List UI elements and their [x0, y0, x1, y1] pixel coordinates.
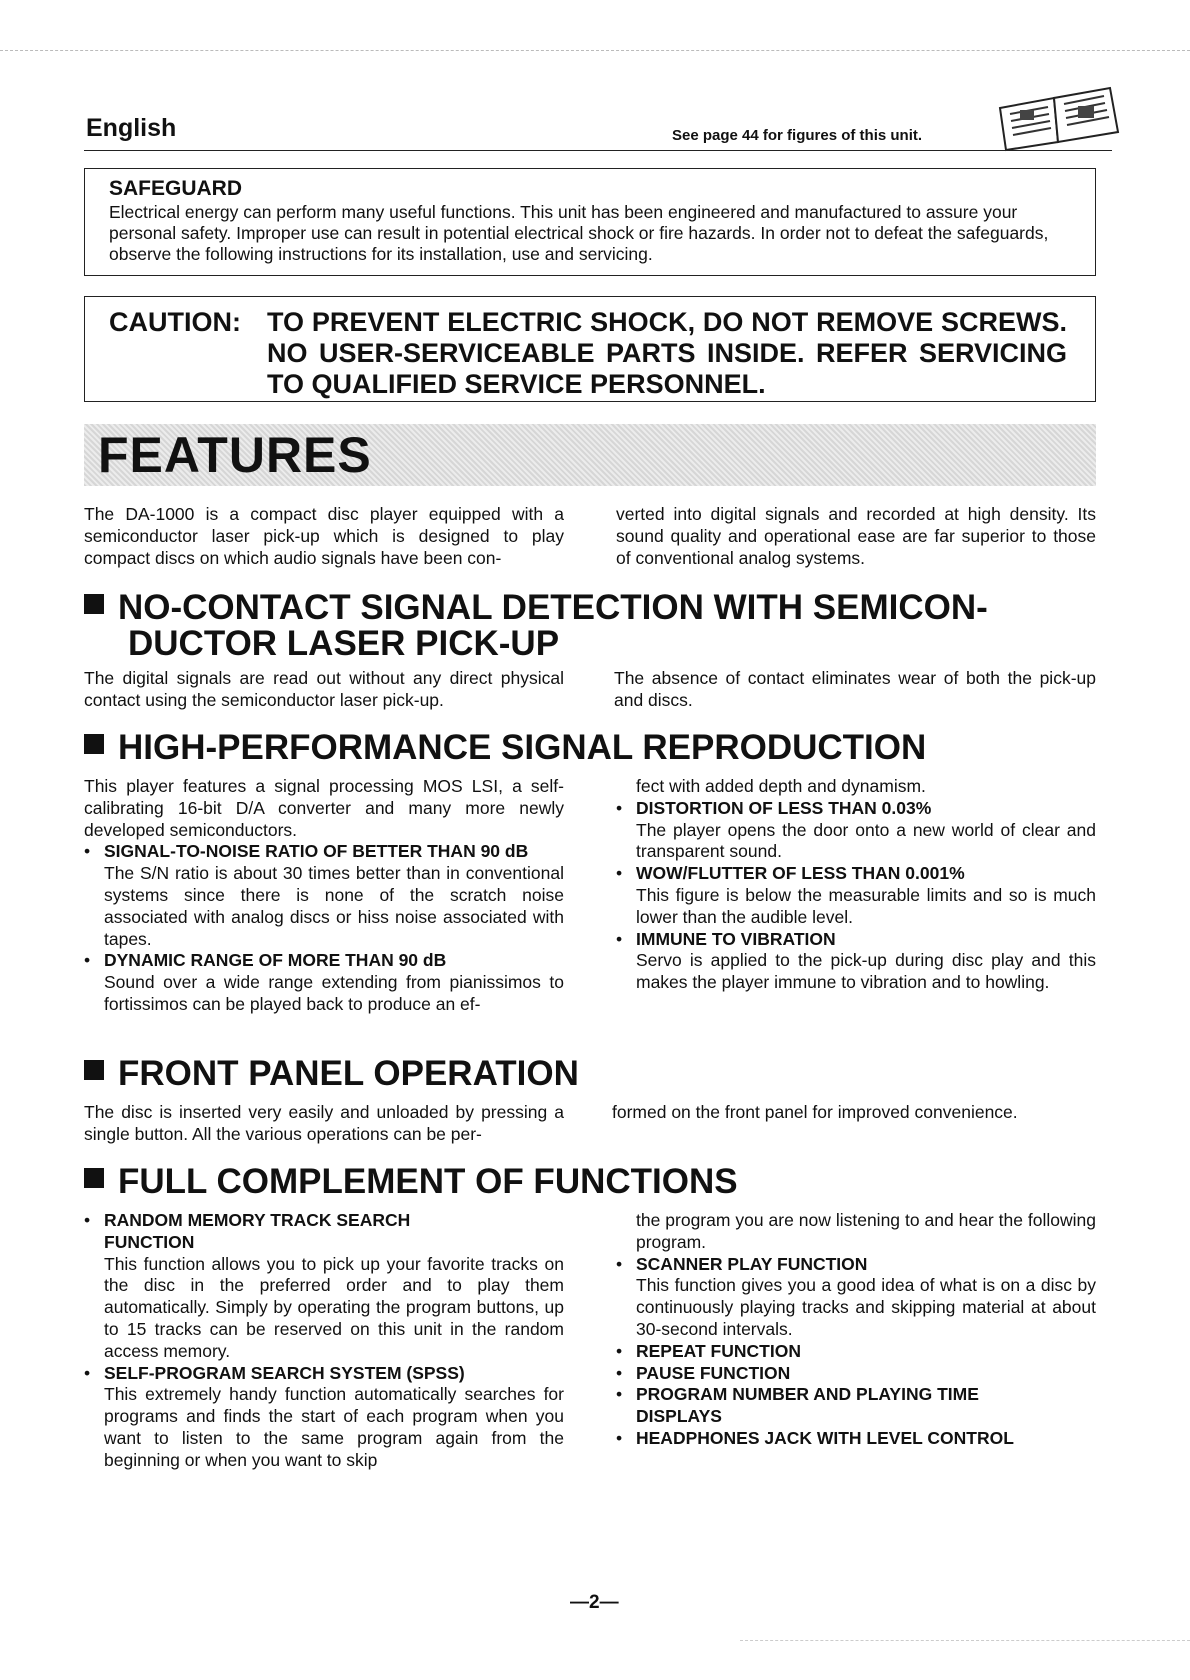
safeguard-body: Electrical energy can perform many useful functions. This unit has been engineered and manufactured to assure your personal safety. Improper use can result in potential electrical shock or fire hazards. In order not to defeat the safeguards, observe the following instructions for its installation, use and servicing. — [109, 202, 1049, 264]
scanner-play-item: • SCANNER PLAY FUNCTION This function gives you a good idea of what is on a disc by continuously playing tracks and skipping material at about 30-second intervals. — [616, 1253, 1096, 1339]
features-title: FEATURES — [98, 427, 372, 483]
pause-item: • PAUSE FUNCTION — [616, 1362, 791, 1383]
safeguard-title: SAFEGUARD — [109, 177, 243, 200]
safeguard-box — [84, 168, 1096, 276]
wow-flutter-item: • WOW/FLUTTER OF LESS THAN 0.001% This figure is below the measurable limits and so is much lower than the audible level. — [616, 863, 1096, 927]
distortion-item: • DISTORTION OF LESS THAN 0.03% The player opens the door onto a new world of clear and transparent sound. — [616, 797, 1096, 862]
bullet-square-icon — [84, 1060, 104, 1080]
high-performance-intro: This player features a signal processing MOS LSI, a self-calibrating 16-bit D/A converter and many more newly developed semiconductors. — [84, 776, 564, 840]
vibration-item: • IMMUNE TO VIBRATION Servo is applied to the pick-up during disc play and this makes the player immune to vibration and to howling. — [616, 928, 1096, 993]
front-panel-heading: FRONT PANEL OPERATION — [84, 1056, 579, 1092]
bullet-square-icon — [84, 594, 104, 614]
no-contact-right: The absence of contact eliminates wear of both the pick-up and discs. — [614, 668, 1096, 710]
repeat-item: • REPEAT FUNCTION — [616, 1340, 801, 1361]
caution-text: TO PREVENT ELECTRIC SHOCK, DO NOT REMOVE SCREWS. NO USER-SERVICEABLE PARTS INSIDE. REFER SERVICING TO QUALIFIED SERVICE PERSONNEL. — [267, 307, 1067, 399]
random-memory-item: • RANDOM MEMORY TRACK SEARCH FUNCTION This function allows you to pick up your favorite tracks on the disc in the preferred order and to play them automatically. Simply by operating the program buttons, up to 15 tracks can be reserved on this unit in the random access memory. — [84, 1210, 564, 1361]
functions-left-column — [84, 1210, 564, 1472]
see-page-note: See page 44 for figures of this unit. — [672, 127, 923, 144]
features-banner — [84, 424, 1096, 486]
page-number: —2— — [570, 1592, 619, 1613]
functions-right-column: the program you are now listening to and hear the following program. • SCANNER PLAY FUNCTION This function gives you a good idea of what is on a disc by continuously playing tracks and skipping material at about 30-second intervals. • REPEAT FUNCTION • PAUSE FUNCTION • PROGRAM NUMBER AND PLAYING TIME DISPLAYS • HEADPHONES JACK WITH LEVEL CONTROL — [616, 1210, 1096, 1448]
program-number-item: • PROGRAM NUMBER AND PLAYING TIME DISPLAYS — [616, 1384, 979, 1427]
high-performance-right-column: fect with added depth and dynamism. • DISTORTION OF LESS THAN 0.03% The player opens the door onto a new world of clear and transparent sound. • WOW/FLUTTER OF LESS THAN 0.001% This figure is below the measurable limits and so is much lower than the audible level. • IMMUNE TO VIBRATION Servo is applied to the pick-up during disc play and this makes the player immune to vibration and to howling. — [616, 776, 1096, 993]
page-header — [84, 112, 1112, 151]
open-book-icon — [992, 80, 1124, 152]
features-intro-right: verted into digital signals and recorded at high density. Its sound quality and operational ease are far superior to those of conventional analog systems. — [616, 504, 1096, 568]
bottom-scan-line — [740, 1640, 1190, 1641]
bullet-square-icon — [84, 1168, 104, 1188]
spss-item: • SELF-PROGRAM SEARCH SYSTEM (SPSS) This extremely handy function automatically searches for programs and finds the start of each program when you want to listen to the same program again from the beginning or when you want to skip — [84, 1362, 564, 1470]
high-performance-left-column — [84, 776, 564, 1016]
features-intro-left: The DA-1000 is a compact disc player equipped with a semiconductor laser pick-up which is designed to play compact discs on which audio signals have been con- — [84, 504, 564, 568]
no-contact-left: The digital signals are read out without any direct physical contact using the semiconductor laser pick-up. — [84, 668, 564, 710]
front-panel-left: The disc is inserted very easily and unloaded by pressing a single button. All the various operations can be per- — [84, 1102, 564, 1144]
dynamic-range-item: • DYNAMIC RANGE OF MORE THAN 90 dB Sound over a wide range extending from pianissimos to fortissimos can be played back to produce an ef- — [84, 950, 564, 1014]
caution-label: CAUTION: — [109, 307, 241, 337]
bullet-square-icon — [84, 734, 104, 754]
language-label: English — [86, 114, 177, 142]
functions-heading: FULL COMPLEMENT OF FUNCTIONS — [84, 1164, 738, 1200]
snr-item: • SIGNAL-TO-NOISE RATIO OF BETTER THAN 90 dB The S/N ratio is about 30 times better than in conventional systems since there is none of the scratch noise associated with analog discs or hiss noise associated with tapes. — [84, 841, 564, 949]
caution-box — [84, 296, 1096, 402]
high-performance-heading: HIGH-PERFORMANCE SIGNAL REPRODUCTION — [84, 730, 926, 766]
front-panel-right: formed on the front panel for improved convenience. — [612, 1102, 1018, 1122]
top-scan-line — [0, 50, 1190, 51]
no-contact-heading: NO-CONTACT SIGNAL DETECTION WITH SEMICON- DUCTOR LASER PICK-UP — [84, 590, 988, 662]
headphones-item: • HEADPHONES JACK WITH LEVEL CONTROL — [616, 1427, 1014, 1448]
